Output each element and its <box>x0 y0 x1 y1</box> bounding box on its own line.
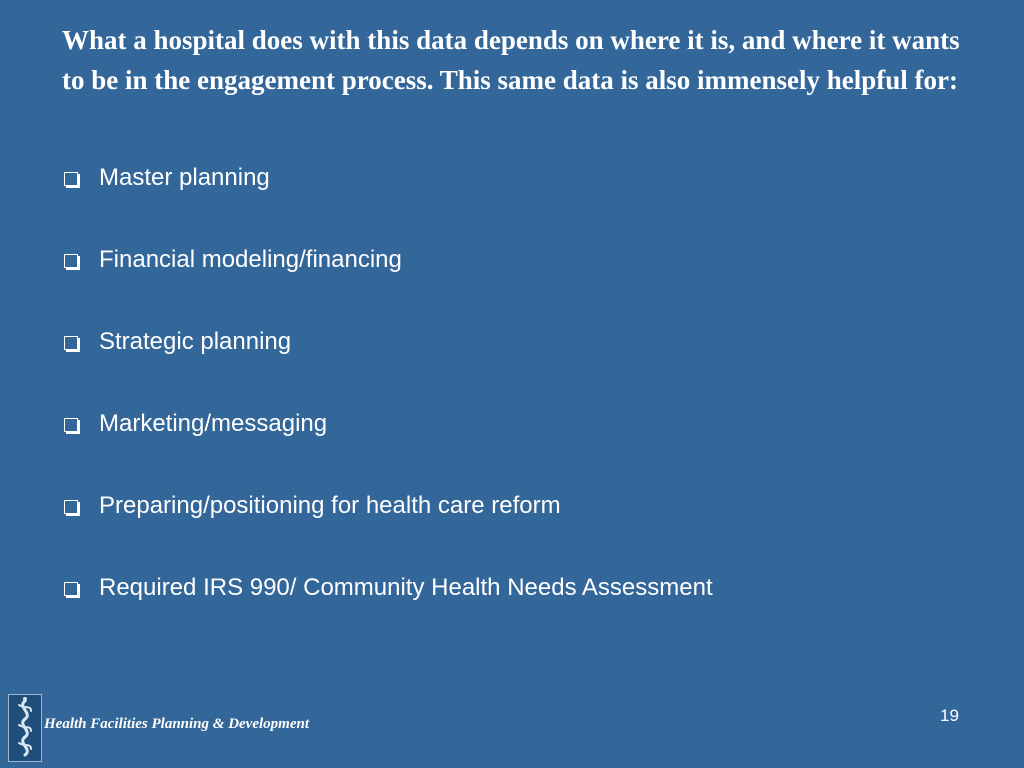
page-number: 19 <box>940 706 959 725</box>
footer-organization: Health Facilities Planning & Development <box>44 716 309 732</box>
bullet-item <box>64 322 713 362</box>
checkbox-bullet-icon <box>64 254 78 268</box>
bullet-label: Financial modeling/financing <box>99 246 402 273</box>
checkbox-bullet-icon <box>64 418 78 432</box>
organization-logo-icon <box>8 694 42 762</box>
bullet-item <box>64 404 713 444</box>
bullet-label: Strategic planning <box>99 328 292 355</box>
bullet-list <box>64 158 713 650</box>
bullet-label: Required IRS 990/ Community Health Needs Assessment <box>99 574 713 601</box>
bullet-item <box>64 486 713 526</box>
checkbox-bullet-icon <box>64 336 78 350</box>
logo-graphic <box>9 695 41 761</box>
slide-title: What a hospital does with this data depends on where it is, and where it wants to be in the engagement process. This same data is also immensely helpful for: <box>62 25 960 95</box>
bullet-label: Preparing/positioning for health care reform <box>99 492 561 519</box>
checkbox-bullet-icon <box>64 172 78 186</box>
bullet-item <box>64 158 713 198</box>
checkbox-bullet-icon <box>64 582 78 596</box>
checkbox-bullet-icon <box>64 500 78 514</box>
bullet-item <box>64 240 713 280</box>
bullet-item <box>64 568 713 608</box>
bullet-label: Marketing/messaging <box>99 410 328 437</box>
bullet-label: Master planning <box>99 164 270 191</box>
